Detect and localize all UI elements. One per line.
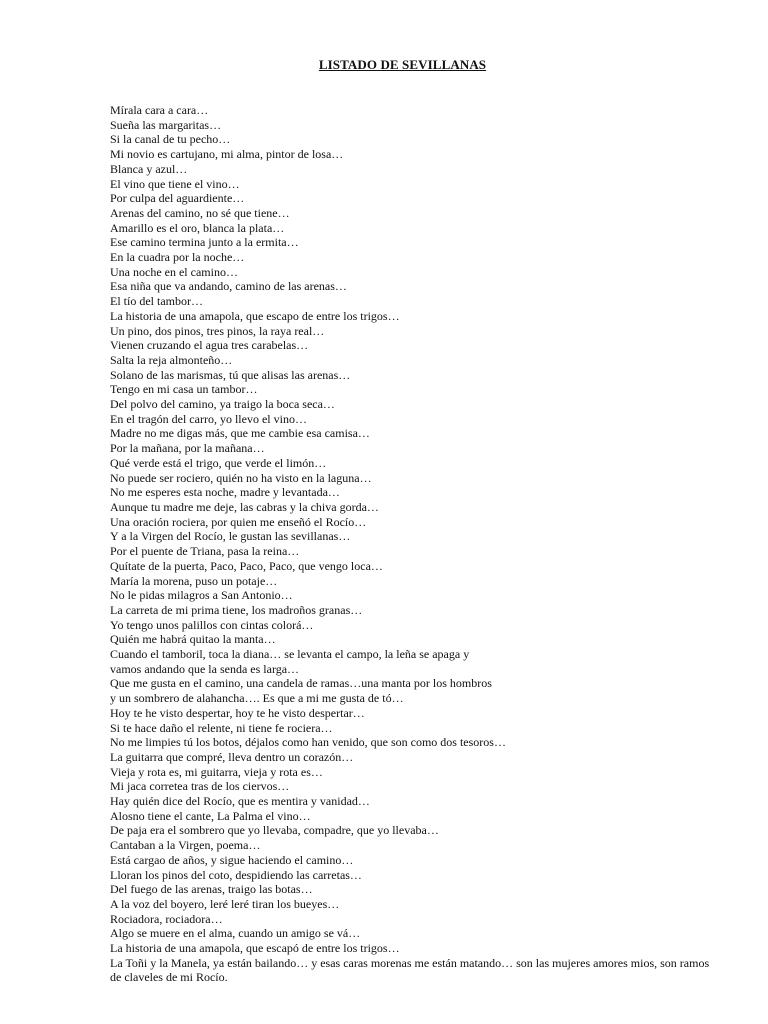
list-item: Qué verde está el trigo, que verde el limón… <box>110 455 327 470</box>
list-item: Un pino, dos pinos, tres pinos, la raya real… <box>110 323 325 338</box>
list-item: Una oración rociera, por quien me enseñó el Rocío… <box>110 514 367 529</box>
list-item: El vino que tiene el vino… <box>110 176 240 191</box>
list-item: La carreta de mi prima tiene, los madroños granas… <box>110 602 363 617</box>
list-item: Una noche en el camino… <box>110 264 238 279</box>
list-item: Tengo en mi casa un tambor… <box>110 382 258 397</box>
list-item: Blanca y azul… <box>110 161 188 176</box>
song-list <box>110 103 760 985</box>
list-item: En el tragón del carro, yo llevo el vino… <box>110 411 307 426</box>
list-item: Sueña las margaritas… <box>110 117 222 132</box>
list-item: La guitarra que compré, lleva dentro un corazón… <box>110 749 354 764</box>
list-item: El tío del tambor… <box>110 294 203 309</box>
list-item: Rociadora, rociadora… <box>110 911 223 926</box>
list-item: Del polvo del camino, ya traigo la boca seca… <box>110 397 335 412</box>
list-item: Mi novio es cartujano, mi alma, pintor de losa… <box>110 147 344 162</box>
list-item: Lloran los pinos del coto, despidiendo las carretas… <box>110 867 362 882</box>
list-item: No puede ser rociero, quién no ha visto en la laguna… <box>110 470 372 485</box>
list-item: Está cargao de años, y sigue haciendo el camino… <box>110 852 354 867</box>
list-item: La historia de una amapola, que escapo de entre los trigos… <box>110 308 400 323</box>
list-item: Quítate de la puerta, Paco, Paco, Paco, que vengo loca… <box>110 558 383 573</box>
list-item: Quién me habrá quitao la manta… <box>110 632 276 647</box>
list-item: Que me gusta en el camino, una candela de ramas…una manta por los hombros y un sombrero de alahancha…. Es que a mi me gusta de tó… <box>110 676 492 706</box>
list-item: Cuando el tamboril, toca la diana… se levanta el campo, la leña se apaga y vamos andando que la senda es larga… <box>110 647 470 676</box>
list-item: Mi jaca corretea tras de los ciervos… <box>110 779 290 794</box>
list-item: Cantaban a la Virgen, poema… <box>110 838 261 853</box>
list-item: Y a la Virgen del Rocío, le gustan las sevillanas… <box>110 529 351 544</box>
list-item: Mírala cara a cara… <box>110 103 209 117</box>
list-item: Del fuego de las arenas, traigo las botas… <box>110 882 313 897</box>
list-item: Esa niña que va andando, camino de las arenas… <box>110 279 347 294</box>
list-item: Solano de las marismas, tú que alisas las arenas… <box>110 367 351 382</box>
list-item: Si te hace daño el relente, ni tiene fe rociera… <box>110 720 333 735</box>
list-item: A la voz del boyero, leré leré tiran los bueyes… <box>110 896 340 911</box>
list-item: Ese camino termina junto a la ermita… <box>110 235 299 250</box>
list-item: No me esperes esta noche, madre y levantada… <box>110 485 340 500</box>
list-item: Vienen cruzando el agua tres carabelas… <box>110 338 309 353</box>
list-item: Salta la reja almonteño… <box>110 352 233 367</box>
list-item: Aunque tu madre me deje, las cabras y la chiva gorda… <box>110 499 379 514</box>
list-item: Algo se muere en el alma, cuando un amigo se vá… <box>110 926 361 941</box>
list-item: Amarillo es el oro, blanca la plata… <box>110 220 285 235</box>
document-title: LISTADO DE SEVILLANAS <box>318 57 487 72</box>
list-item: En la cuadra por la noche… <box>110 250 245 265</box>
list-item: La Toñi y la Manela, ya están bailando… y esas caras morenas me están matando… son las mujeres amores mios, son ramos de claveles de mi Rocío. <box>110 955 710 985</box>
list-item: Madre no me digas más, que me cambie esa camisa… <box>110 426 370 441</box>
list-item: Hay quién dice del Rocío, que es mentira y vanidad… <box>110 794 370 809</box>
list-item: María la morena, puso un potaje… <box>110 573 278 588</box>
list-item: Por el puente de Triana, pasa la reina… <box>110 544 300 559</box>
list-item: Alosno tiene el cante, La Palma el vino… <box>110 808 311 823</box>
list-item: Yo tengo unos palillos con cintas colorá… <box>110 617 314 632</box>
list-item: Por la mañana, por la mañana… <box>110 441 265 456</box>
list-item: Arenas del camino, no sé que tiene… <box>110 205 290 220</box>
list-item: No le pidas milagros a San Antonio… <box>110 588 293 603</box>
list-item: Vieja y rota es, mi guitarra, vieja y rota es… <box>110 764 323 779</box>
list-item: De paja era el sombrero que yo llevaba, compadre, que yo llevaba… <box>110 823 439 838</box>
list-item: Hoy te he visto despertar, hoy te he visto despertar… <box>110 705 365 720</box>
list-item: Si la canal de tu pecho… <box>110 132 231 147</box>
list-item: La historia de una amapola, que escapó de entre los trigos… <box>110 941 400 956</box>
list-item: No me limpies tú los botos, déjalos como han venido, que son como dos tesoros… <box>110 735 506 750</box>
list-item: Por culpa del aguardiente… <box>110 191 245 206</box>
